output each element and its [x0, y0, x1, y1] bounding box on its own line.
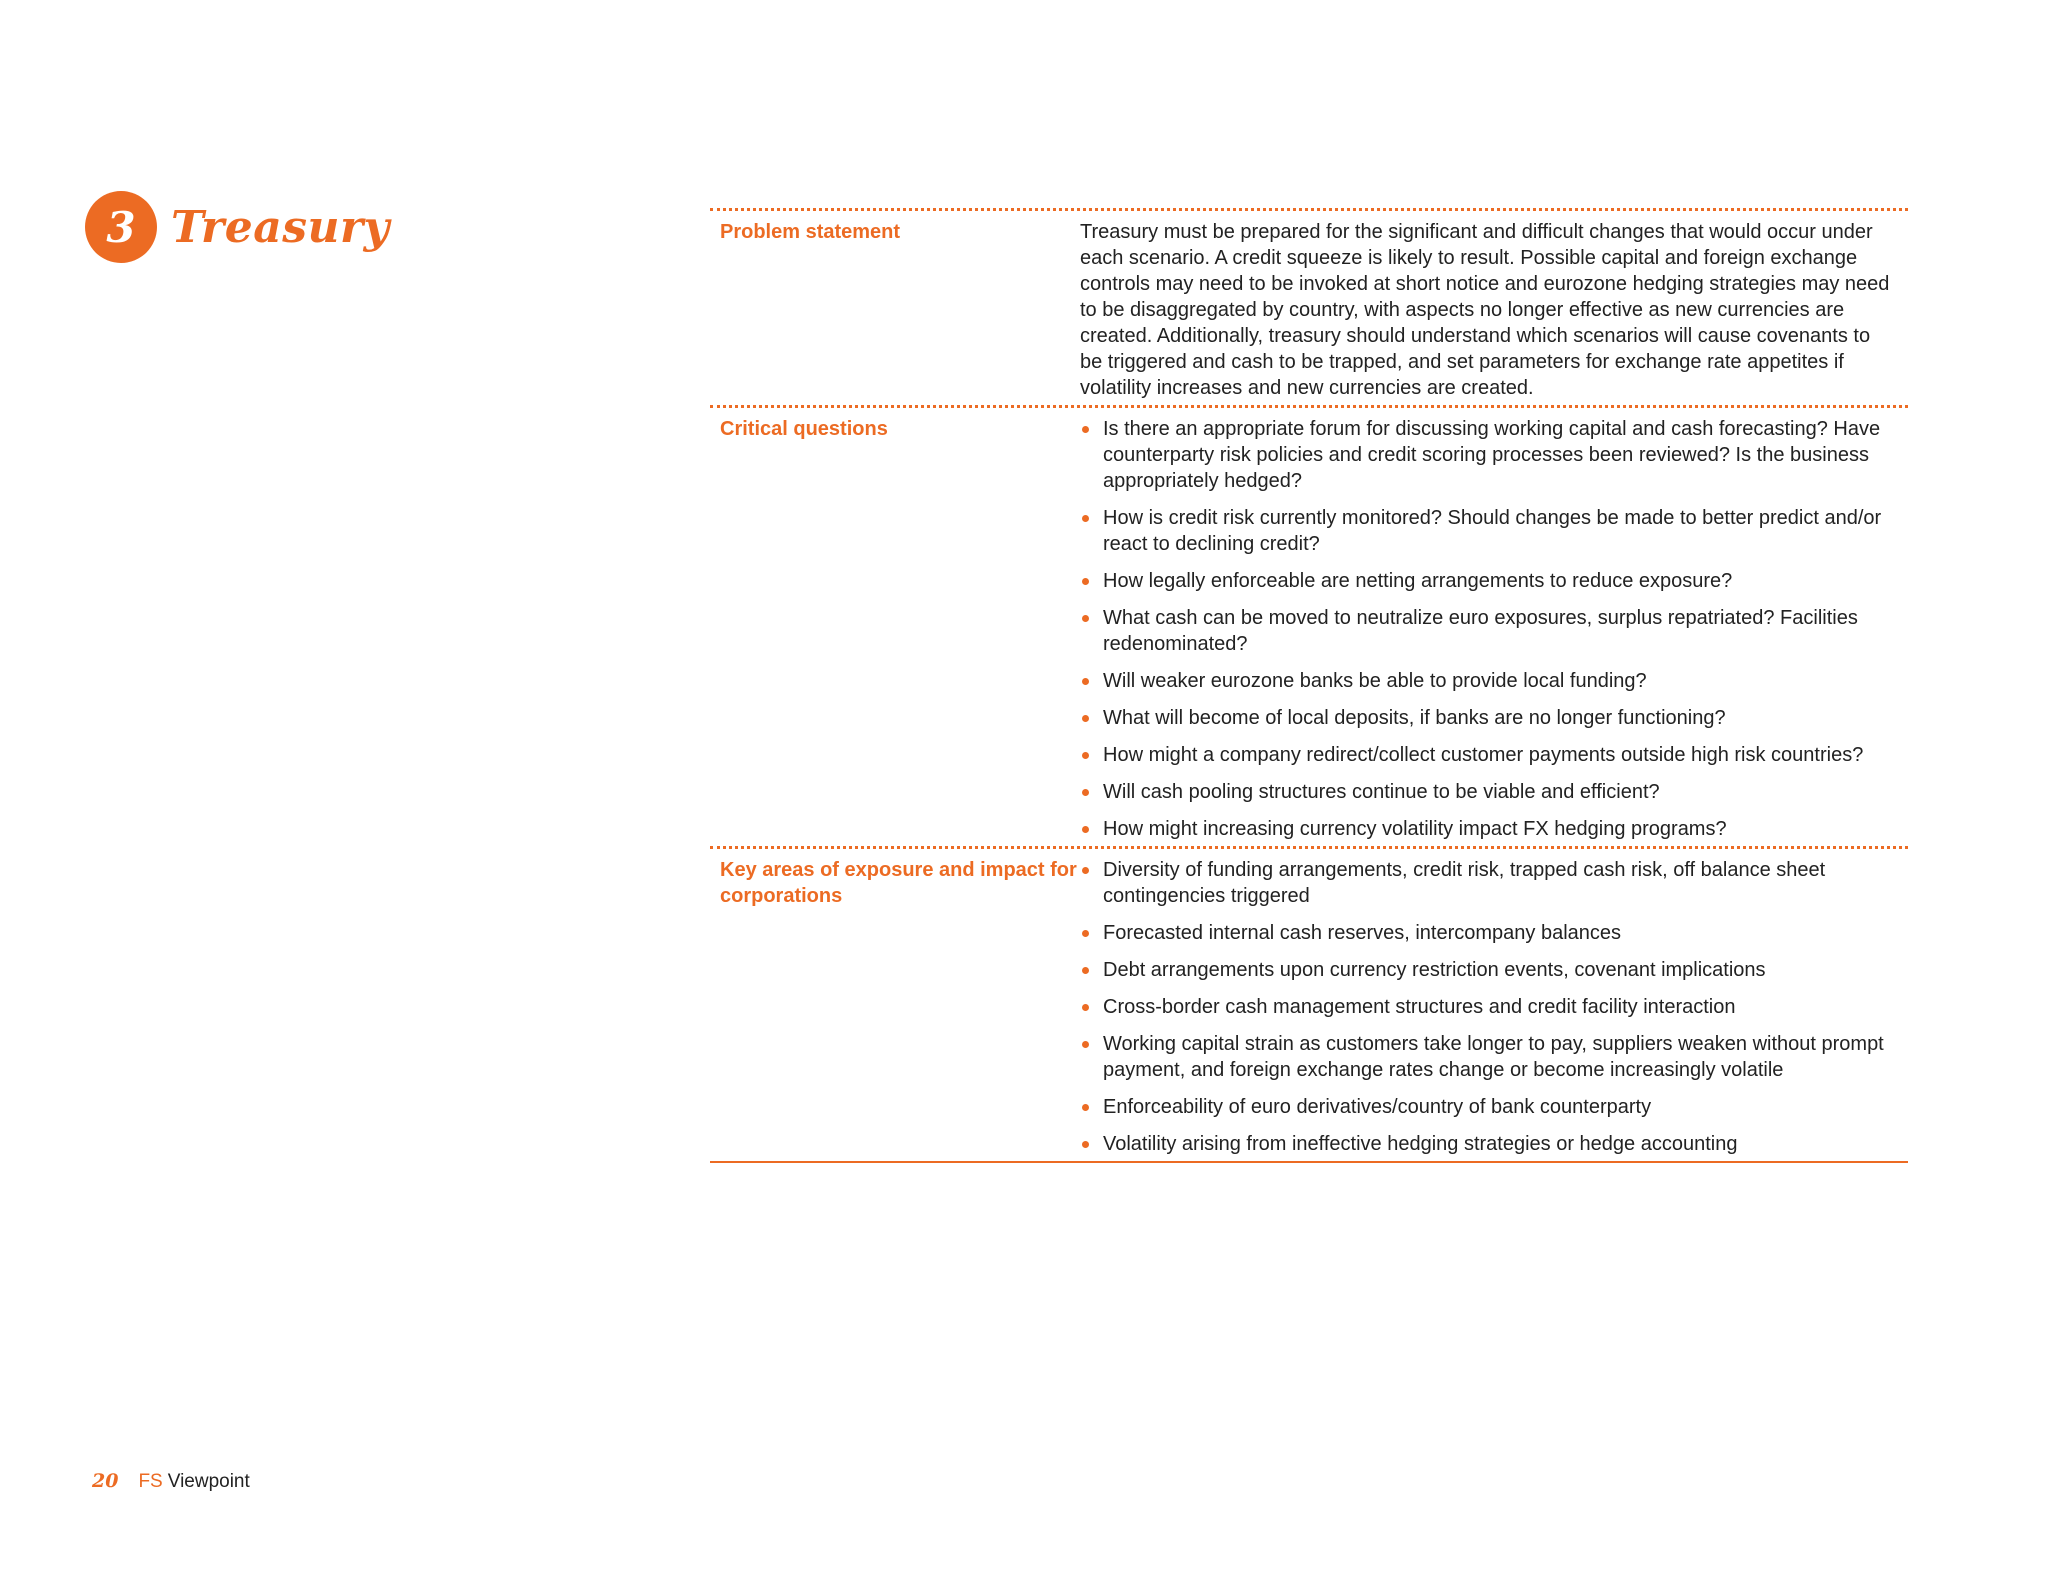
critical-questions-row — [710, 405, 1908, 846]
row-label: Critical questions — [720, 418, 888, 440]
list-item-text: Cross-border cash management structures and credit facility interaction — [1103, 996, 1736, 1018]
bullet-icon — [1082, 826, 1089, 833]
key-exposure-row — [710, 846, 1908, 1161]
bullet-icon — [1082, 930, 1089, 937]
list-item — [1080, 920, 1908, 946]
bullet-icon — [1082, 1141, 1089, 1148]
list-item — [1080, 957, 1908, 983]
row-label: Key areas of exposure and impact for corporations — [720, 859, 1077, 907]
problem-statement-text: Treasury must be prepared for the significant and difficult changes that would occur under each scenario. A credit squeeze is likely to result. Possible capital and foreign exchange controls may need to be invoked at short notice and eurozone hedging strategies may need to be disaggregated by country, with aspects no longer effective as new currencies are created. Additionally, treasury should understand which scenarios will cause covenants to be triggered and cash to be trapped, and set parameters for exchange rate appetites if volatility increases and new currencies are created. — [1080, 221, 1890, 399]
list-item-text: Will weaker eurozone banks be able to provide local funding? — [1103, 670, 1647, 692]
list-item-text: Is there an appropriate forum for discussing working capital and cash forecasting? Have counterparty risk policies and credit scoring processes been reviewed? Is the business appropriately hedged? — [1103, 418, 1881, 492]
list-item — [1080, 1131, 1908, 1157]
list-item-text: Will cash pooling structures continue to be viable and efficient? — [1103, 781, 1660, 803]
list-item-text: Volatility arising from ineffective hedging strategies or hedge accounting — [1103, 1133, 1738, 1155]
bullet-icon — [1082, 715, 1089, 722]
list-item-text: Working capital strain as customers take longer to pay, suppliers weaken without prompt payment, and foreign exchange rates change or become increasingly volatile — [1103, 1033, 1884, 1081]
list-item — [1080, 1031, 1908, 1083]
bullet-icon — [1082, 967, 1089, 974]
section-number-badge: 3 — [85, 191, 157, 263]
list-item-text: Diversity of funding arrangements, credit risk, trapped cash risk, off balance sheet contingencies triggered — [1103, 859, 1826, 907]
row-label: Problem statement — [720, 221, 901, 243]
list-item — [1080, 742, 1908, 768]
page-footer — [92, 1470, 250, 1493]
list-item — [1080, 705, 1908, 731]
bullet-icon — [1082, 578, 1089, 585]
bullet-icon — [1082, 515, 1089, 522]
bullet-icon — [1082, 867, 1089, 874]
bullet-icon — [1082, 1041, 1089, 1048]
section-header — [85, 191, 390, 263]
row-body — [1080, 219, 1908, 401]
bullet-icon — [1082, 1004, 1089, 1011]
page-number: 20 — [92, 1470, 119, 1492]
list-item — [1080, 857, 1908, 909]
list-item-text: How might increasing currency volatility impact FX hedging programs? — [1103, 818, 1727, 840]
bullet-icon — [1082, 426, 1089, 433]
bullet-icon — [1082, 752, 1089, 759]
key-exposure-list — [1080, 857, 1908, 1157]
list-item — [1080, 1094, 1908, 1120]
list-item — [1080, 605, 1908, 657]
list-item — [1080, 668, 1908, 694]
publication-brand: FS — [138, 1471, 163, 1492]
bullet-icon — [1082, 615, 1089, 622]
bullet-icon — [1082, 1104, 1089, 1111]
bullet-icon — [1082, 678, 1089, 685]
list-item — [1080, 779, 1908, 805]
bullet-icon — [1082, 789, 1089, 796]
content-table — [710, 208, 1908, 1163]
list-item — [1080, 505, 1908, 557]
critical-questions-list — [1080, 416, 1908, 842]
list-item — [1080, 994, 1908, 1020]
list-item-text: Debt arrangements upon currency restriction events, covenant implications — [1103, 959, 1766, 981]
list-item-text: What cash can be moved to neutralize euro exposures, surplus repatriated? Facilities redenominated? — [1103, 607, 1858, 655]
list-item-text: How legally enforceable are netting arrangements to reduce exposure? — [1103, 570, 1733, 592]
list-item-text: Forecasted internal cash reserves, intercompany balances — [1103, 922, 1622, 944]
list-item-text: How might a company redirect/collect customer payments outside high risk countries? — [1103, 744, 1864, 766]
list-item — [1080, 416, 1908, 494]
list-item — [1080, 568, 1908, 594]
list-item — [1080, 816, 1908, 842]
list-item-text: What will become of local deposits, if banks are no longer functioning? — [1103, 707, 1726, 729]
row-body — [1080, 857, 1908, 1157]
list-item-text: Enforceability of euro derivatives/country of bank counterparty — [1103, 1096, 1652, 1118]
row-body — [1080, 416, 1908, 842]
section-title: Treasury — [171, 201, 390, 253]
publication-name: Viewpoint — [167, 1471, 250, 1492]
problem-statement-row — [710, 208, 1908, 405]
list-item-text: How is credit risk currently monitored? Should changes be made to better predict and/or react to declining credit? — [1103, 507, 1882, 555]
